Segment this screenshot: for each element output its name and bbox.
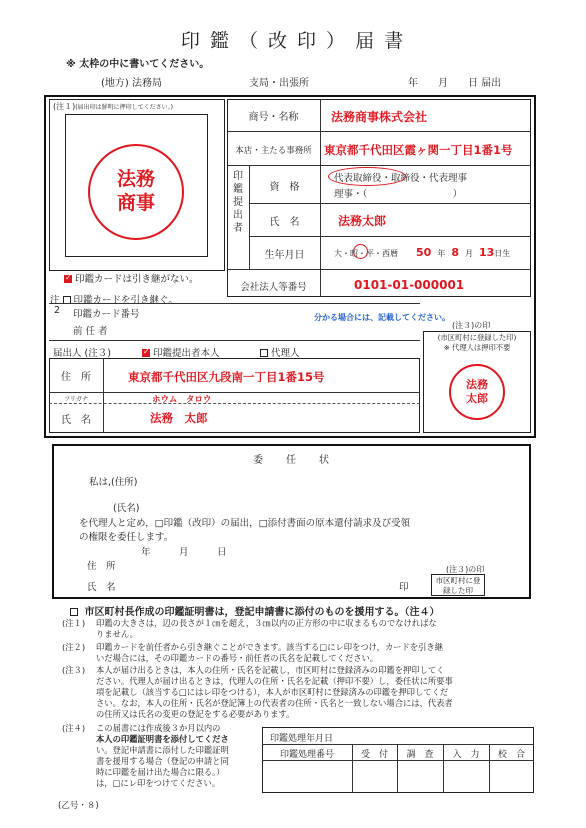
branch-field[interactable]: 支局・出張所 [249,78,309,89]
note-2-label: (注２) [62,642,86,652]
address-label: 住 所 [61,372,91,383]
personal-seal-stamp: 法務 太郎 [449,364,505,420]
note2-mark: 2 [54,305,61,316]
submitter-label: 届出人 (注３) [53,348,111,359]
name-label: 氏 名 [269,217,300,228]
proxy-name-line[interactable]: (氏名) [113,503,140,514]
note-1-line2: りません。 [96,629,138,639]
birth-date[interactable]: 50 年 8 月 13日生 [416,246,511,259]
proxy-name-label: 氏 名 [87,582,116,593]
date-field[interactable]: 年 月 日 届出 [408,78,502,89]
bureau-field[interactable]: (地方) 法務局 [101,78,162,89]
person-name-label: 氏 名 [61,415,91,426]
corp-number-value[interactable]: 0101-01-000001 [354,278,465,292]
prev-holder-label: 前 任 者 [73,326,108,337]
furigana-label: フリガナ [64,396,88,403]
hint-text: 分かる場合には、記載してください。 [314,313,450,322]
note3-sub1: (市区町村に登録した印) [437,333,517,342]
office-col-check: 校 合 [497,750,525,760]
checkbox-icon[interactable] [260,349,268,357]
birth-label: 生年月日 [264,250,305,261]
note-3-line3: 項を記載し（該当する□にはレ印をつける），本人が市区町村に登録済みの印鑑を押印してくだ [96,687,449,697]
note-1-line1: 印鑑の大きさは，辺の長さが１㎝を超え，３㎝以内の正方形の中に収まるものでなければな [96,618,437,628]
note-4-line5: 時に印鑑を届け出た場合に限る。） [96,767,225,777]
trade-name-value[interactable]: 法務商事株式会社 [331,110,428,124]
proxy-text1: を代理人と定め，□印鑑（改印）の届出，□添付書面の原本還付請求及び受領 [79,518,411,529]
note-3-line4: さい。なお，本人の住所・氏名が登記簿上の代表者の住所・氏名と一致しない場合には，代表者 [96,698,453,708]
era-circle-mark [353,244,368,259]
submitter-self-option[interactable]: ✓ 印鑑提出者本人 [142,345,220,359]
note-4-line1: この届書には作成後３か月以内の [96,723,221,733]
submitter-vertical-label: 印鑑提出者 [233,171,243,234]
note-4-line2: 本人の印鑑証明書を添付してくださ [96,734,229,744]
checked-checkbox-icon[interactable] [64,275,72,283]
qualification-circle-mark [328,167,406,186]
note-4-line6: は，□にレ印をつけてください。 [96,778,220,788]
card-number-label: 印鑑カード番号 [73,309,140,320]
note-4-label: (注４) [62,723,86,733]
proxy-seal-box[interactable]: 市区町村に登録した印 [431,574,485,596]
office-col-receipt: 受 付 [360,750,388,760]
address-value[interactable]: 東京都千代田区九段南一丁目1番15号 [128,370,325,384]
card-not-inherit-option[interactable]: ✓印鑑カードは引き継がない。 [64,271,199,285]
proxy-address-line[interactable]: 私は,(住所) [89,477,138,488]
furigana-value[interactable]: ホウム タロウ [152,395,212,405]
form-number: (乙号・８) [58,801,99,811]
cert-notice[interactable]: 市区町村長作成の印鑑証明書は，登記申請書に添付のものを援用する。（注４） [70,603,439,618]
qualification-other[interactable]: 理事・（ ） [334,189,463,200]
note-2-line1: 印鑑カードを前任者から引き継ぐことができます。該当する□にレ印をつけ，カードを引き継 [96,642,444,652]
note-1: (注１) [62,618,86,628]
qualification-label: 資 格 [269,182,300,193]
company-seal-stamp: 法務 商事 [88,144,184,240]
qualification-options[interactable]: 代表取締役・取締役・代表理事 [334,173,468,184]
proxy-address-label: 住 所 [87,561,116,572]
card-inherit-option[interactable]: 注 印鑑カードを引き継ぐ。 [50,295,178,306]
note-3-line1: 本人が届け出るときは，本人の住所・氏名を記載し，市区町村に登録済みの印鑑を押印してく [96,665,445,675]
note-3-label: (注３) [62,665,86,675]
checked-checkbox-icon[interactable] [142,349,150,357]
name-value[interactable]: 法務太郎 [338,214,387,228]
note-3-line5: の住所又は氏名の変更の登記をする必要があります。 [96,709,295,719]
corp-number-label: 会社法人等番号 [240,282,307,293]
proxy-date[interactable]: 年 月 日 [141,547,227,558]
note-4-line4: 書を援用する場合（登記の申請と同 [96,756,229,766]
proxy-seal-mark: 印 [399,582,409,593]
submitter-agent-option[interactable]: 代理人 [260,345,300,359]
office-col-survey: 調 査 [406,750,434,760]
proxy-seal-note: (注３)の印 [446,565,485,574]
office-number-label: 印鑑処理番号 [279,750,334,760]
note-2-line2: いだ場合には，その印鑑カードの番号・前任者の氏名を記載してください。 [96,653,379,663]
note-3-line2: ださい。代理人が届け出るときは，代理人の住所・氏名を記載（押印不要）し，委任状に所要事 [96,676,453,686]
proxy-title: 委 任 状 [253,455,330,466]
trade-name-label: 商号・名称 [248,112,299,123]
birth-era-options[interactable]: 大・昭・平・西暦 [334,249,398,258]
office-date-label: 印鑑処理年月日 [270,734,334,744]
office-col-input: 入 力 [452,750,480,760]
checkbox-icon[interactable] [70,608,78,616]
head-office-value[interactable]: 東京都千代田区霞ヶ関一丁目1番1号 [324,143,513,157]
note1-label: (注１)(届出印は鮮明に押印してください。) [53,102,173,111]
note-4-line3: い。登記申請書に添付した印鑑証明 [96,745,229,755]
instruction: ※ 太枠の中に書いてください。 [66,59,210,70]
note3-sub2: ※ 代理人は押印不要 [443,343,511,352]
head-office-label: 本店・主たる事務所 [235,146,312,156]
note3-seal-label: (注３)の印 [452,321,491,330]
person-name-value[interactable]: 法務 太郎 [150,411,208,425]
page-title: 印 鑑 （ 改 印 ） 届 書 [180,30,406,52]
proxy-text2: の権限を委任します。 [79,532,174,543]
